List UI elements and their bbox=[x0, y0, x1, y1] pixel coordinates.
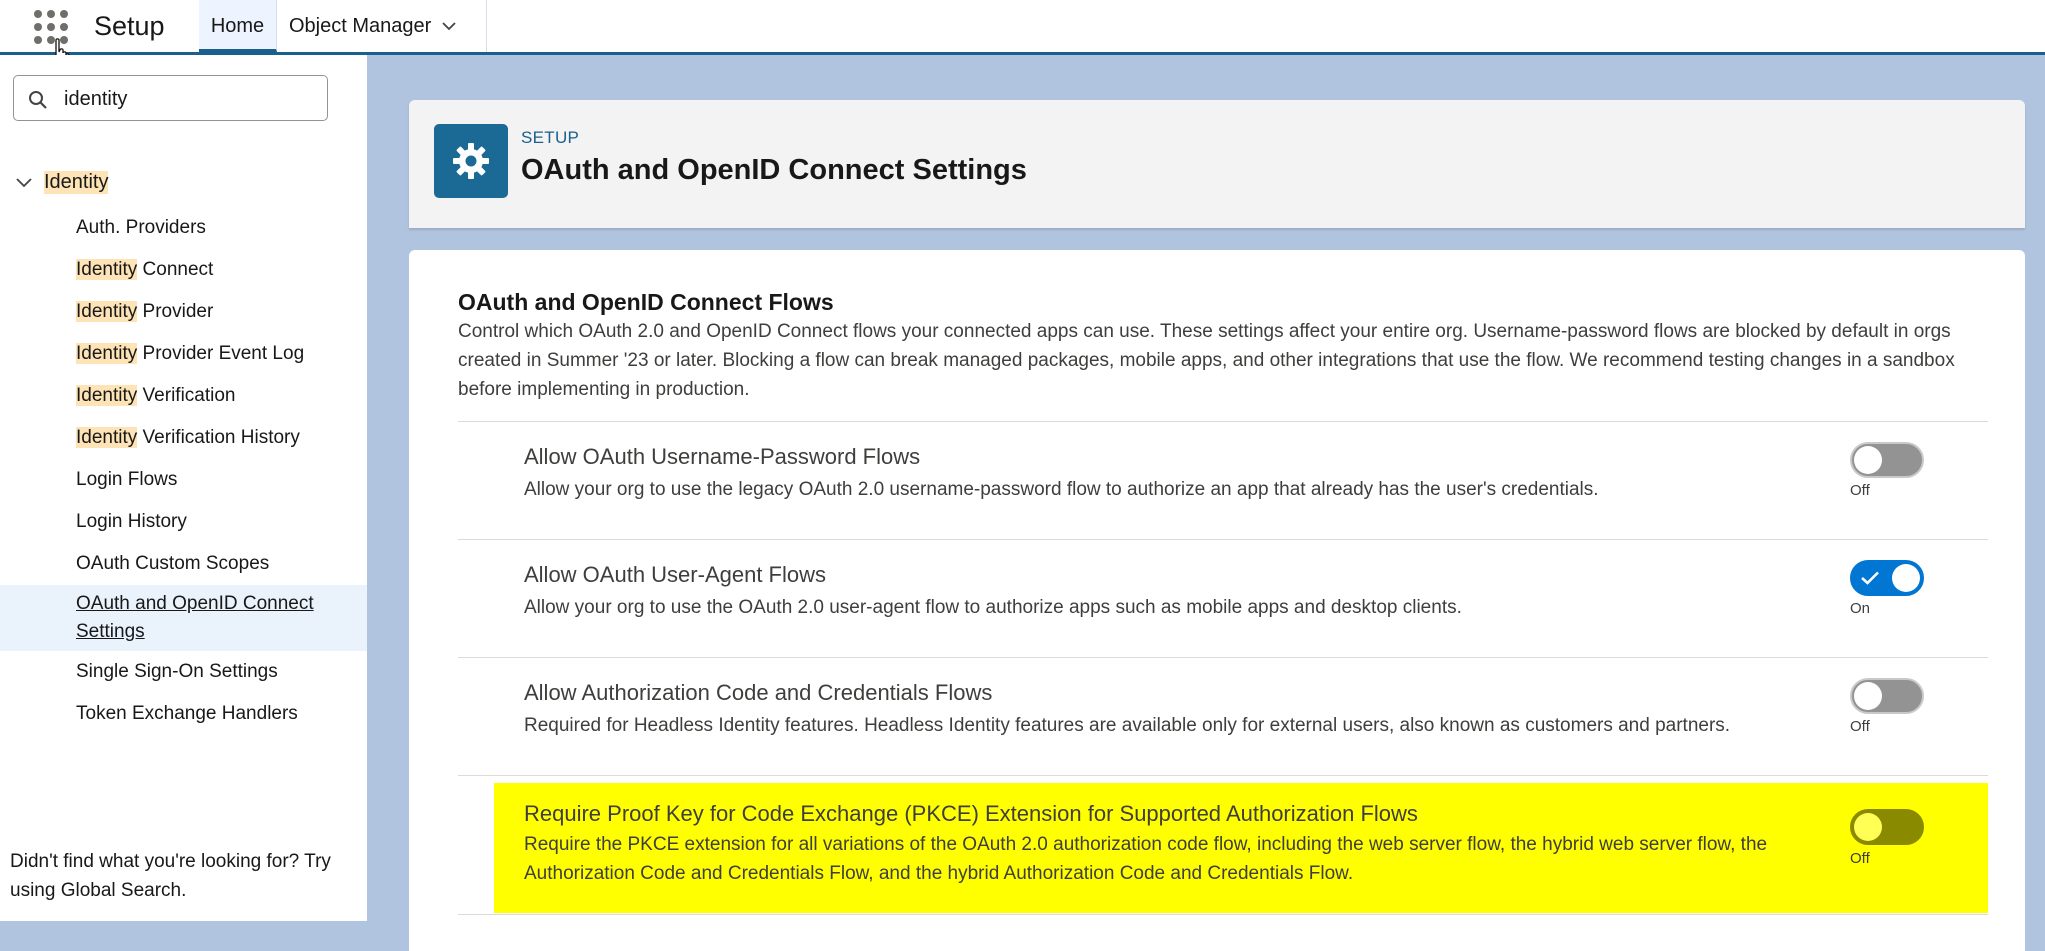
breadcrumb: SETUP bbox=[521, 128, 580, 147]
tab-object-manager[interactable] bbox=[277, 0, 487, 52]
setting-description: Require the PKCE extension for all variations of the OAuth 2.0 authorization code flow, including the web server flow, the hybrid web server flow, the Authorization Code and Credentials Flow, and the hybrid Authorization Code and Credentials Flow. bbox=[524, 834, 1768, 884]
setting-row-user-agent bbox=[458, 539, 1988, 657]
tree-node-identity[interactable] bbox=[14, 165, 108, 199]
setting-row-auth-code-credentials bbox=[458, 657, 1988, 775]
chevron-down-icon[interactable] bbox=[14, 172, 34, 192]
setup-sidebar bbox=[0, 55, 367, 921]
sidebar-item-label: Auth. Providers bbox=[76, 217, 206, 238]
tree-node-identity-label: Identity bbox=[44, 170, 109, 193]
sidebar-item-identity-verification[interactable] bbox=[0, 375, 367, 417]
sidebar-item-label: Provider bbox=[137, 301, 214, 322]
sidebar-item-auth-providers[interactable] bbox=[0, 207, 367, 249]
sidebar-item-single-sign-on-settings[interactable] bbox=[0, 651, 367, 693]
sidebar-item-oauth-openid-connect-settings[interactable] bbox=[0, 585, 367, 651]
setting-title: Allow OAuth Username-Password Flows bbox=[524, 444, 921, 469]
toggle-state-label: Off bbox=[1850, 718, 1870, 735]
sidebar-item-label: OAuth Custom Scopes bbox=[76, 553, 270, 574]
setting-title: Allow OAuth User-Agent Flows bbox=[524, 562, 826, 587]
settings-card bbox=[409, 250, 2025, 951]
sidebar-item-identity-provider[interactable] bbox=[0, 291, 367, 333]
tab-object-manager-label: Object Manager bbox=[289, 15, 432, 37]
search-match-highlight: Identity bbox=[76, 343, 138, 364]
sidebar-item-label: Single Sign-On Settings bbox=[76, 661, 278, 682]
sidebar-item-label: Login Flows bbox=[76, 469, 178, 490]
global-search-hint: Didn't find what you're looking for? Try using Global Search. bbox=[10, 851, 331, 901]
sidebar-item-label: Login History bbox=[76, 511, 187, 532]
sidebar-item-label: OAuth and OpenID Connect Settings bbox=[76, 593, 314, 642]
sidebar-nav-list bbox=[0, 207, 367, 735]
sidebar-item-identity-verification-history[interactable] bbox=[0, 417, 367, 459]
user-agent-toggle[interactable] bbox=[1850, 560, 1924, 596]
checkmark-icon bbox=[1861, 571, 1879, 585]
toggle-state-label: Off bbox=[1850, 850, 1870, 867]
sidebar-item-login-history[interactable] bbox=[0, 501, 367, 543]
tab-home[interactable]: Home bbox=[199, 0, 277, 52]
sidebar-item-label: Verification bbox=[137, 385, 236, 406]
sidebar-item-oauth-custom-scopes[interactable] bbox=[0, 543, 367, 585]
global-header bbox=[0, 0, 2045, 53]
setting-row-pkce bbox=[458, 775, 1988, 915]
search-icon bbox=[28, 90, 48, 110]
auth-code-credentials-toggle[interactable] bbox=[1850, 678, 1924, 714]
setting-title: Require Proof Key for Code Exchange (PKCE) Extension for Supported Authorization Flows bbox=[524, 801, 1418, 826]
app-title: Setup bbox=[94, 11, 165, 41]
sidebar-item-label: Connect bbox=[137, 259, 214, 280]
quick-find-search[interactable] bbox=[13, 75, 328, 121]
toggle-state-label: Off bbox=[1850, 482, 1870, 499]
search-match-highlight: Identity bbox=[76, 259, 138, 280]
quick-find-input[interactable] bbox=[62, 82, 321, 116]
username-password-toggle[interactable] bbox=[1850, 442, 1924, 478]
sidebar-item-label: Verification History bbox=[137, 427, 300, 448]
page-header bbox=[409, 100, 2025, 228]
sidebar-item-token-exchange-handlers[interactable] bbox=[0, 693, 367, 735]
setting-row-username-password bbox=[458, 421, 1988, 539]
setting-description: Allow your org to use the OAuth 2.0 user-agent flow to authorize apps such as mobile apps and desktop clients. bbox=[524, 597, 1462, 618]
chevron-down-icon[interactable] bbox=[441, 18, 457, 34]
sidebar-item-identity-connect[interactable] bbox=[0, 249, 367, 291]
page-title: OAuth and OpenID Connect Settings bbox=[521, 154, 1027, 186]
pkce-toggle[interactable] bbox=[1850, 809, 1924, 845]
sidebar-item-identity-provider-event-log[interactable] bbox=[0, 333, 367, 375]
toggle-state-label: On bbox=[1850, 600, 1871, 617]
setup-gear-icon bbox=[434, 124, 508, 198]
sidebar-item-label: Provider Event Log bbox=[137, 343, 305, 364]
setting-description: Allow your org to use the legacy OAuth 2.0 username-password flow to authorize an app that already has the user's credentials. bbox=[524, 479, 1599, 500]
sidebar-item-label: Token Exchange Handlers bbox=[76, 703, 298, 724]
search-match-highlight: Identity bbox=[76, 427, 138, 448]
sidebar-item-login-flows[interactable] bbox=[0, 459, 367, 501]
section-title: OAuth and OpenID Connect Flows bbox=[458, 289, 834, 315]
setting-description: Required for Headless Identity features. Headless Identity features are available only for external users, also known as customers and partners. bbox=[524, 715, 1731, 736]
search-match-highlight: Identity bbox=[76, 301, 138, 322]
section-description: Control which OAuth 2.0 and OpenID Connect flows your connected apps can use. These settings affect your entire org. Username-password flows are blocked by default in orgs created in Summer '23 or later. Blocking a flow can break managed packages, mobile apps, and other integrations that use the flow. We recommend testing changes in a sandbox before implementing in production. bbox=[458, 321, 1955, 400]
setting-title: Allow Authorization Code and Credentials Flows bbox=[524, 680, 993, 705]
search-match-highlight: Identity bbox=[76, 385, 138, 406]
